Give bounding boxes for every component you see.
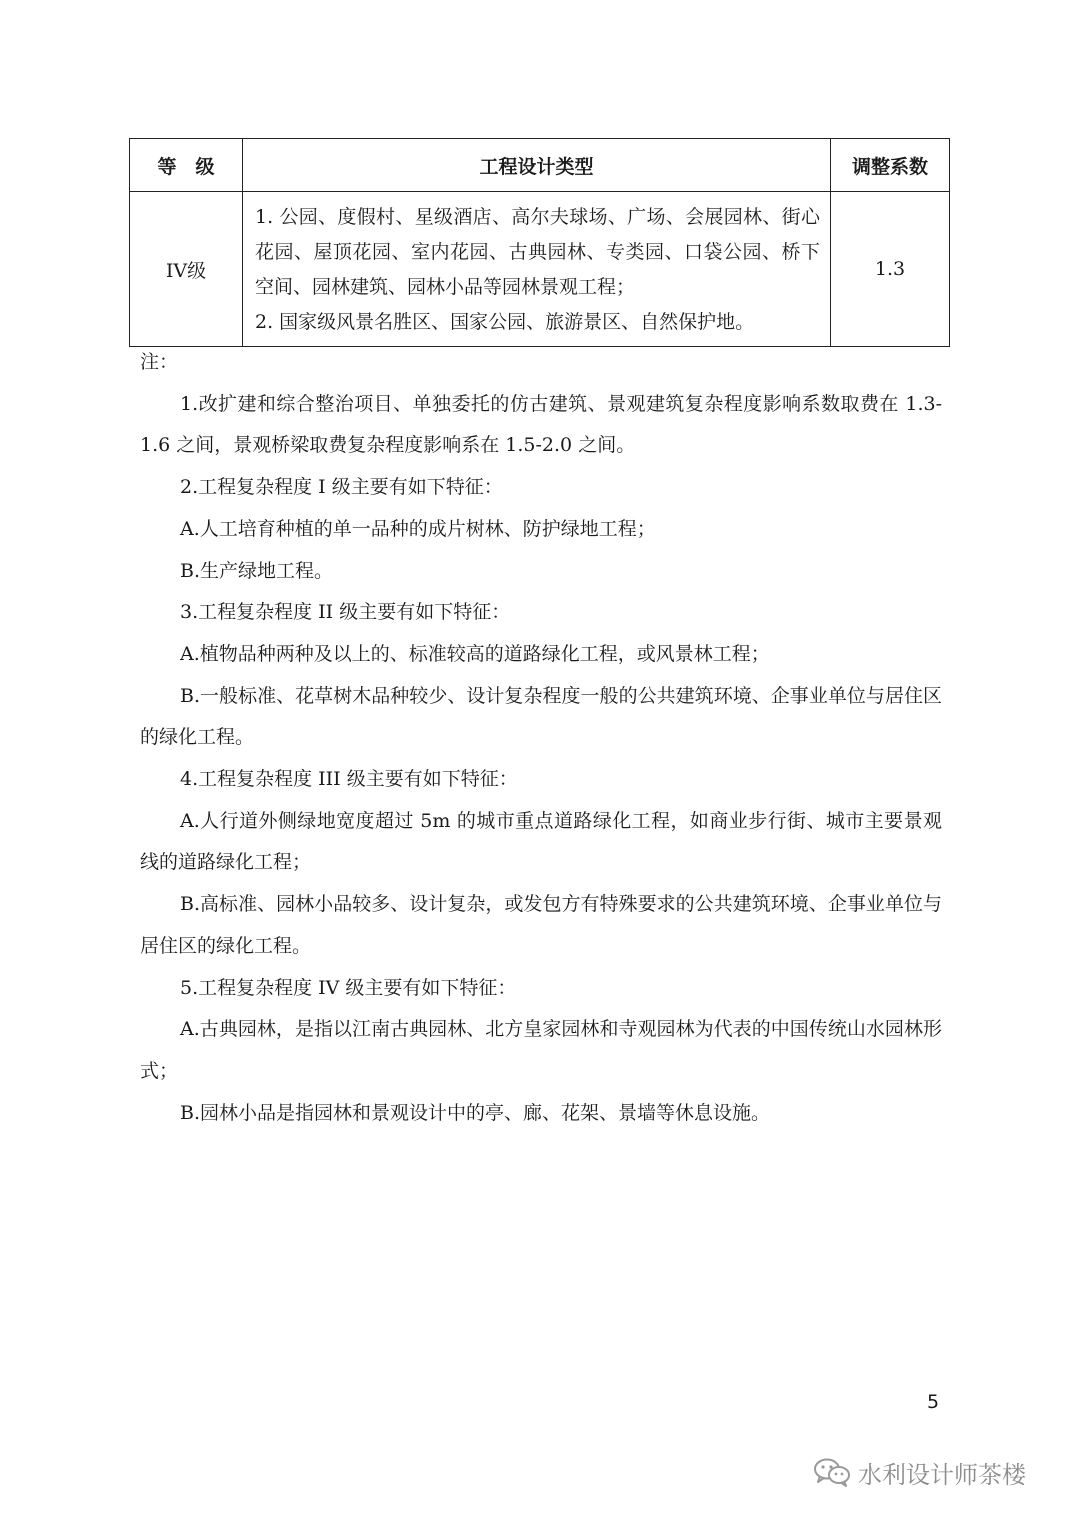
table-row: [130, 192, 950, 347]
header-coefficient: 调整系数: [831, 139, 950, 192]
note-item: 4.工程复杂程度 III 级主要有如下特征：: [180, 768, 518, 791]
note-item: 5.工程复杂程度 IV 级主要有如下特征：: [180, 976, 517, 999]
header-design-type: 工程设计类型: [243, 139, 831, 192]
watermark: [812, 1455, 1026, 1489]
design-type-item: 1. 公园、度假村、星级酒店、高尔夫球场、广场、会展园林、街心花园、屋顶花园、室内花园、古典园林、专类园、口袋公园、桥下空间、园林建筑、园林小品等园林景观工程；: [255, 206, 820, 298]
grade-cell: IV级: [130, 192, 243, 347]
design-types-cell: [243, 192, 831, 347]
note-item: 2.工程复杂程度 I 级主要有如下特征：: [180, 476, 503, 499]
wechat-icon: [812, 1456, 852, 1488]
notes-heading: 注：: [140, 351, 179, 373]
note-item: 1.改扩建和综合整治项目、单独委托的仿古建筑、景观建筑复杂程度影响系数取费在 1.3-1.6 之间，景观桥梁取费复杂程度影响系在 1.5-2.0 之间。: [140, 392, 942, 457]
note-item: A.人工培育种植的单一品种的成片树林、防护绿地工程；: [180, 517, 656, 540]
note-item: A.古典园林，是指以江南古典园林、北方皇家园林和寺观园林为代表的中国传统山水园林形式；: [140, 1018, 942, 1082]
note-item: B.园林小品是指园林和景观设计中的亭、廊、花架、景墙等休息设施。: [180, 1101, 771, 1124]
note-item: A.人行道外侧绿地宽度超过 5m 的城市重点道路绿化工程，如商业步行街、城市主要景观线的道路绿化工程；: [140, 809, 942, 874]
design-type-item: 2. 国家级风景名胜区、国家公园、旅游景区、自然保护地。: [255, 311, 755, 333]
coefficient-cell: 1.3: [831, 192, 950, 347]
note-item: A.植物品种两种及以上的、标准较高的道路绿化工程，或风景林工程；: [180, 642, 770, 665]
note-item: B.高标准、园林小品较多、设计复杂，或发包方有特殊要求的公共建筑环境、企事业单位与居住区的绿化工程。: [140, 893, 942, 957]
watermark-text: 水利设计师茶楼: [858, 1460, 1026, 1489]
grade-table: [129, 138, 950, 347]
page-number: 5: [926, 1391, 940, 1413]
table-header-row: [130, 139, 950, 192]
note-item: B.一般标准、花草树木品种较少、设计复杂程度一般的公共建筑环境、企事业单位与居住区的绿化工程。: [140, 684, 942, 749]
header-grade: 等 级: [130, 139, 243, 192]
note-item: B.生产绿地工程。: [180, 559, 334, 582]
note-item: 3.工程复杂程度 II 级主要有如下特征：: [180, 601, 511, 624]
notes-section: [140, 342, 942, 1134]
